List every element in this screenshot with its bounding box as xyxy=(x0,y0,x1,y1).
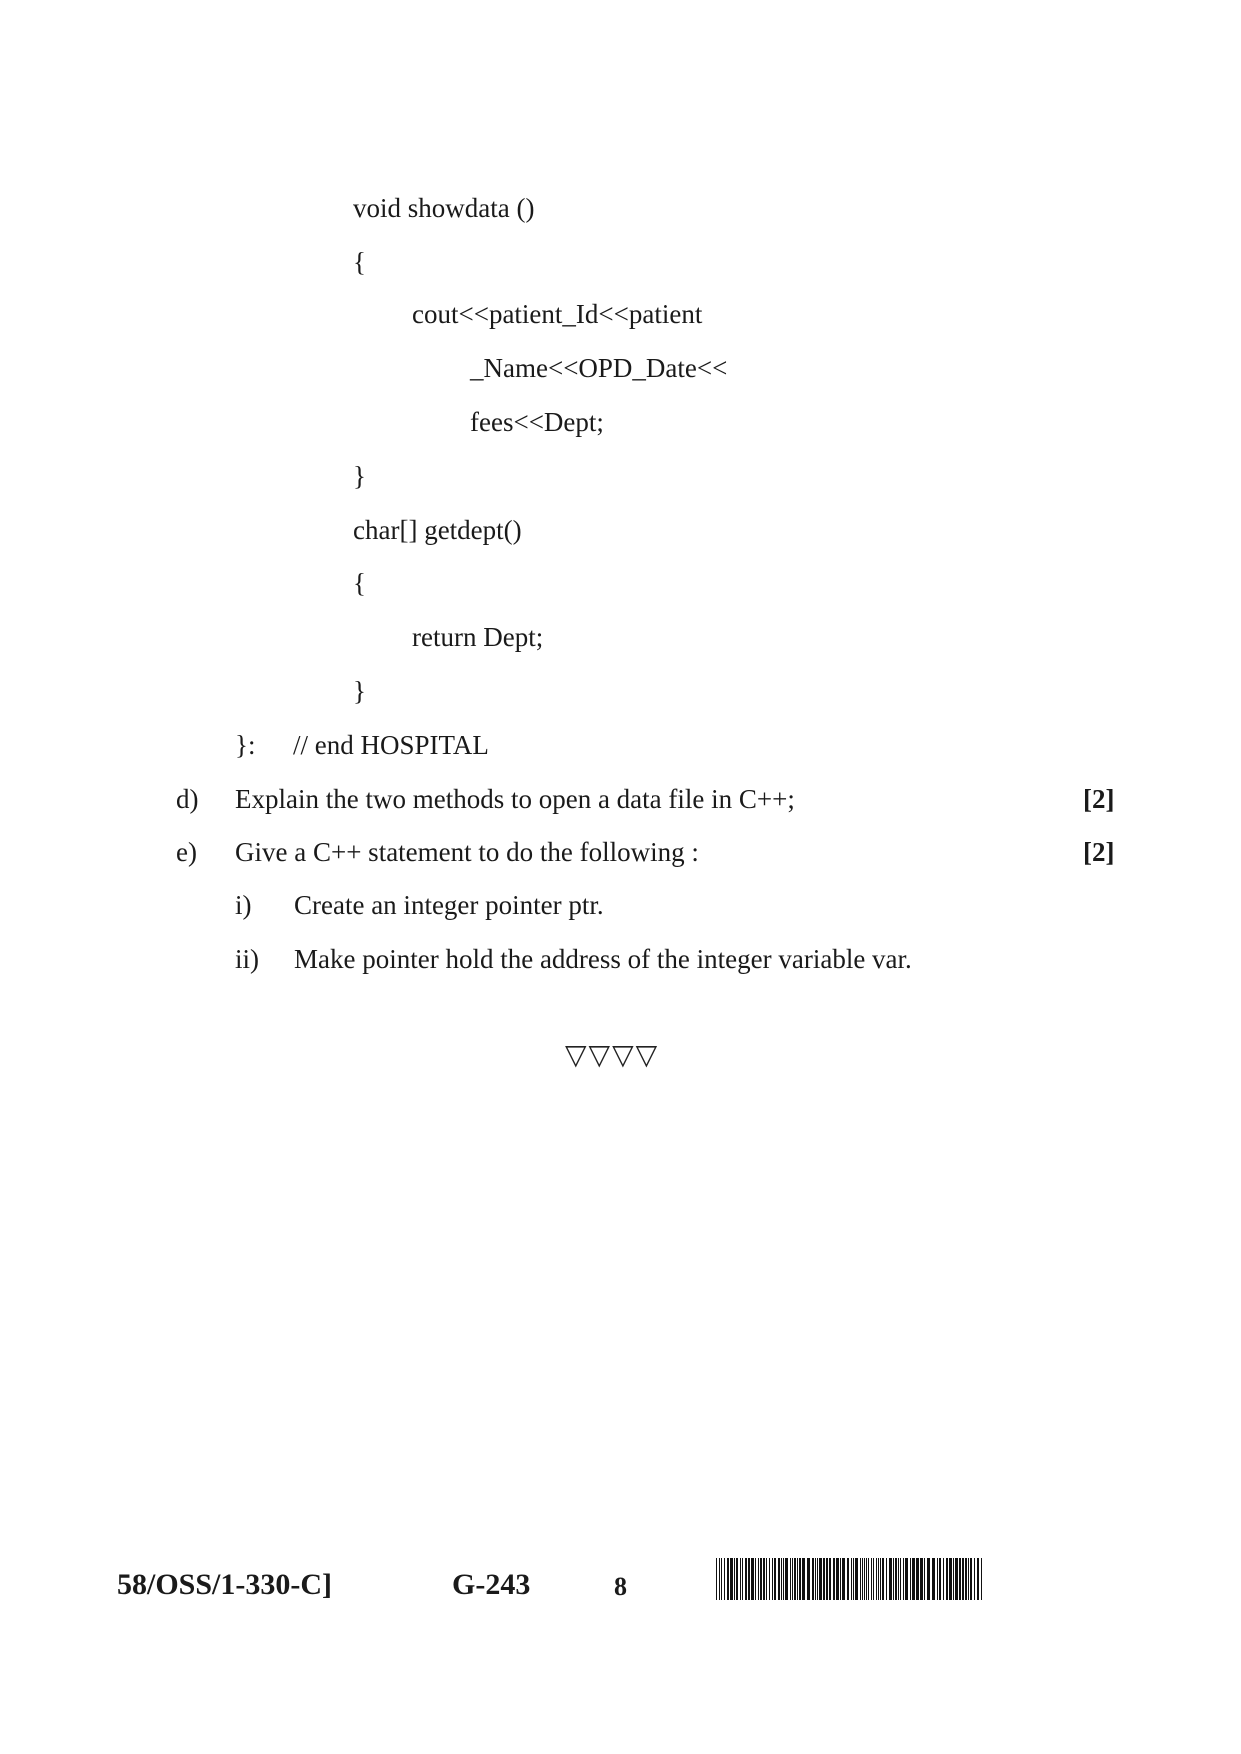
subpart-text: Make pointer hold the address of the integer variable var. xyxy=(294,944,912,974)
subpart-label: ii) xyxy=(235,944,259,974)
question-marks: [2] xyxy=(1083,837,1115,867)
code-line: void showdata () xyxy=(353,193,535,223)
page-number: 8 xyxy=(614,1572,627,1601)
question-label: e) xyxy=(176,837,197,867)
code-line: { xyxy=(353,568,366,598)
question-marks: [2] xyxy=(1083,784,1115,814)
code-line: fees<<Dept; xyxy=(470,407,604,437)
question-text: Give a C++ statement to do the following : xyxy=(235,837,699,867)
question-text: Explain the two methods to open a data file in C++; xyxy=(235,784,795,814)
subpart-text: Create an integer pointer ptr. xyxy=(294,890,604,920)
code-line: cout<<patient_Id<<patient xyxy=(412,299,703,329)
subpart-label: i) xyxy=(235,890,252,920)
code-line: return Dept; xyxy=(412,622,544,652)
code-line: { xyxy=(353,247,366,277)
code-end-comment: // end HOSPITAL xyxy=(293,730,489,760)
code-line: } xyxy=(353,676,366,706)
code-line: _Name<<OPD_Date<< xyxy=(470,353,728,383)
question-label: d) xyxy=(176,784,199,814)
paper-code: 58/OSS/1-330-C] xyxy=(117,1568,333,1601)
series-code: G-243 xyxy=(452,1568,531,1601)
end-of-paper-marker: ▽▽▽▽ xyxy=(565,1038,660,1071)
code-line: char[] getdept() xyxy=(353,515,522,545)
code-end-brace: }: xyxy=(235,730,256,760)
barcode-icon xyxy=(716,1558,984,1600)
code-line: } xyxy=(353,461,366,491)
